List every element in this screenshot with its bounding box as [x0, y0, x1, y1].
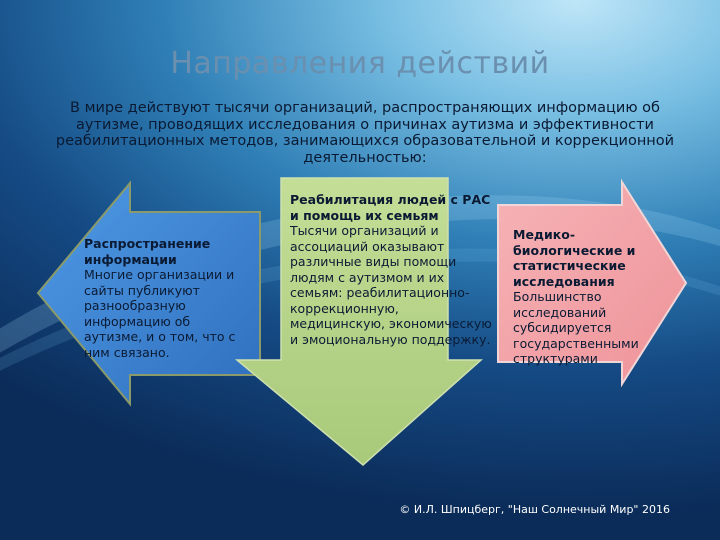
slide-title: Направления действий	[170, 46, 550, 81]
left-heading: Распространение информации	[84, 236, 211, 267]
center-heading: Реабилитация людей с РАС и помощь их семьям	[290, 192, 491, 223]
center-arrow-text	[290, 192, 495, 347]
left-body: Многие организации и сайты публикуют разнообразную информацию об аутизме, и о том, что с ним связано.	[84, 267, 236, 360]
copyright-footer: © И.Л. Шпицберг, "Наш Солнечный Мир" 2016	[399, 503, 670, 516]
intro-text: В мире действуют тысячи организаций, распространяющих информацию об аутизме, проводящих исследования о причинах аутизма и эффективности реабилитационных методов, занимающихся образовательной и коррекционной деятельностью:	[55, 100, 675, 166]
left-arrow-text	[84, 236, 249, 360]
right-body: Большинство исследований субсидируется государственными структурами	[513, 289, 639, 366]
center-body: Тысячи организаций и ассоциаций оказывают различные виды помощи людям с аутизмом и их семьям: реабилитационно-коррекционную, медицинскую, экономическую и эмоциональную поддержку.	[290, 223, 492, 347]
right-arrow-text	[513, 227, 651, 367]
right-heading: Медико-биологические и статистические исследования	[513, 227, 636, 289]
